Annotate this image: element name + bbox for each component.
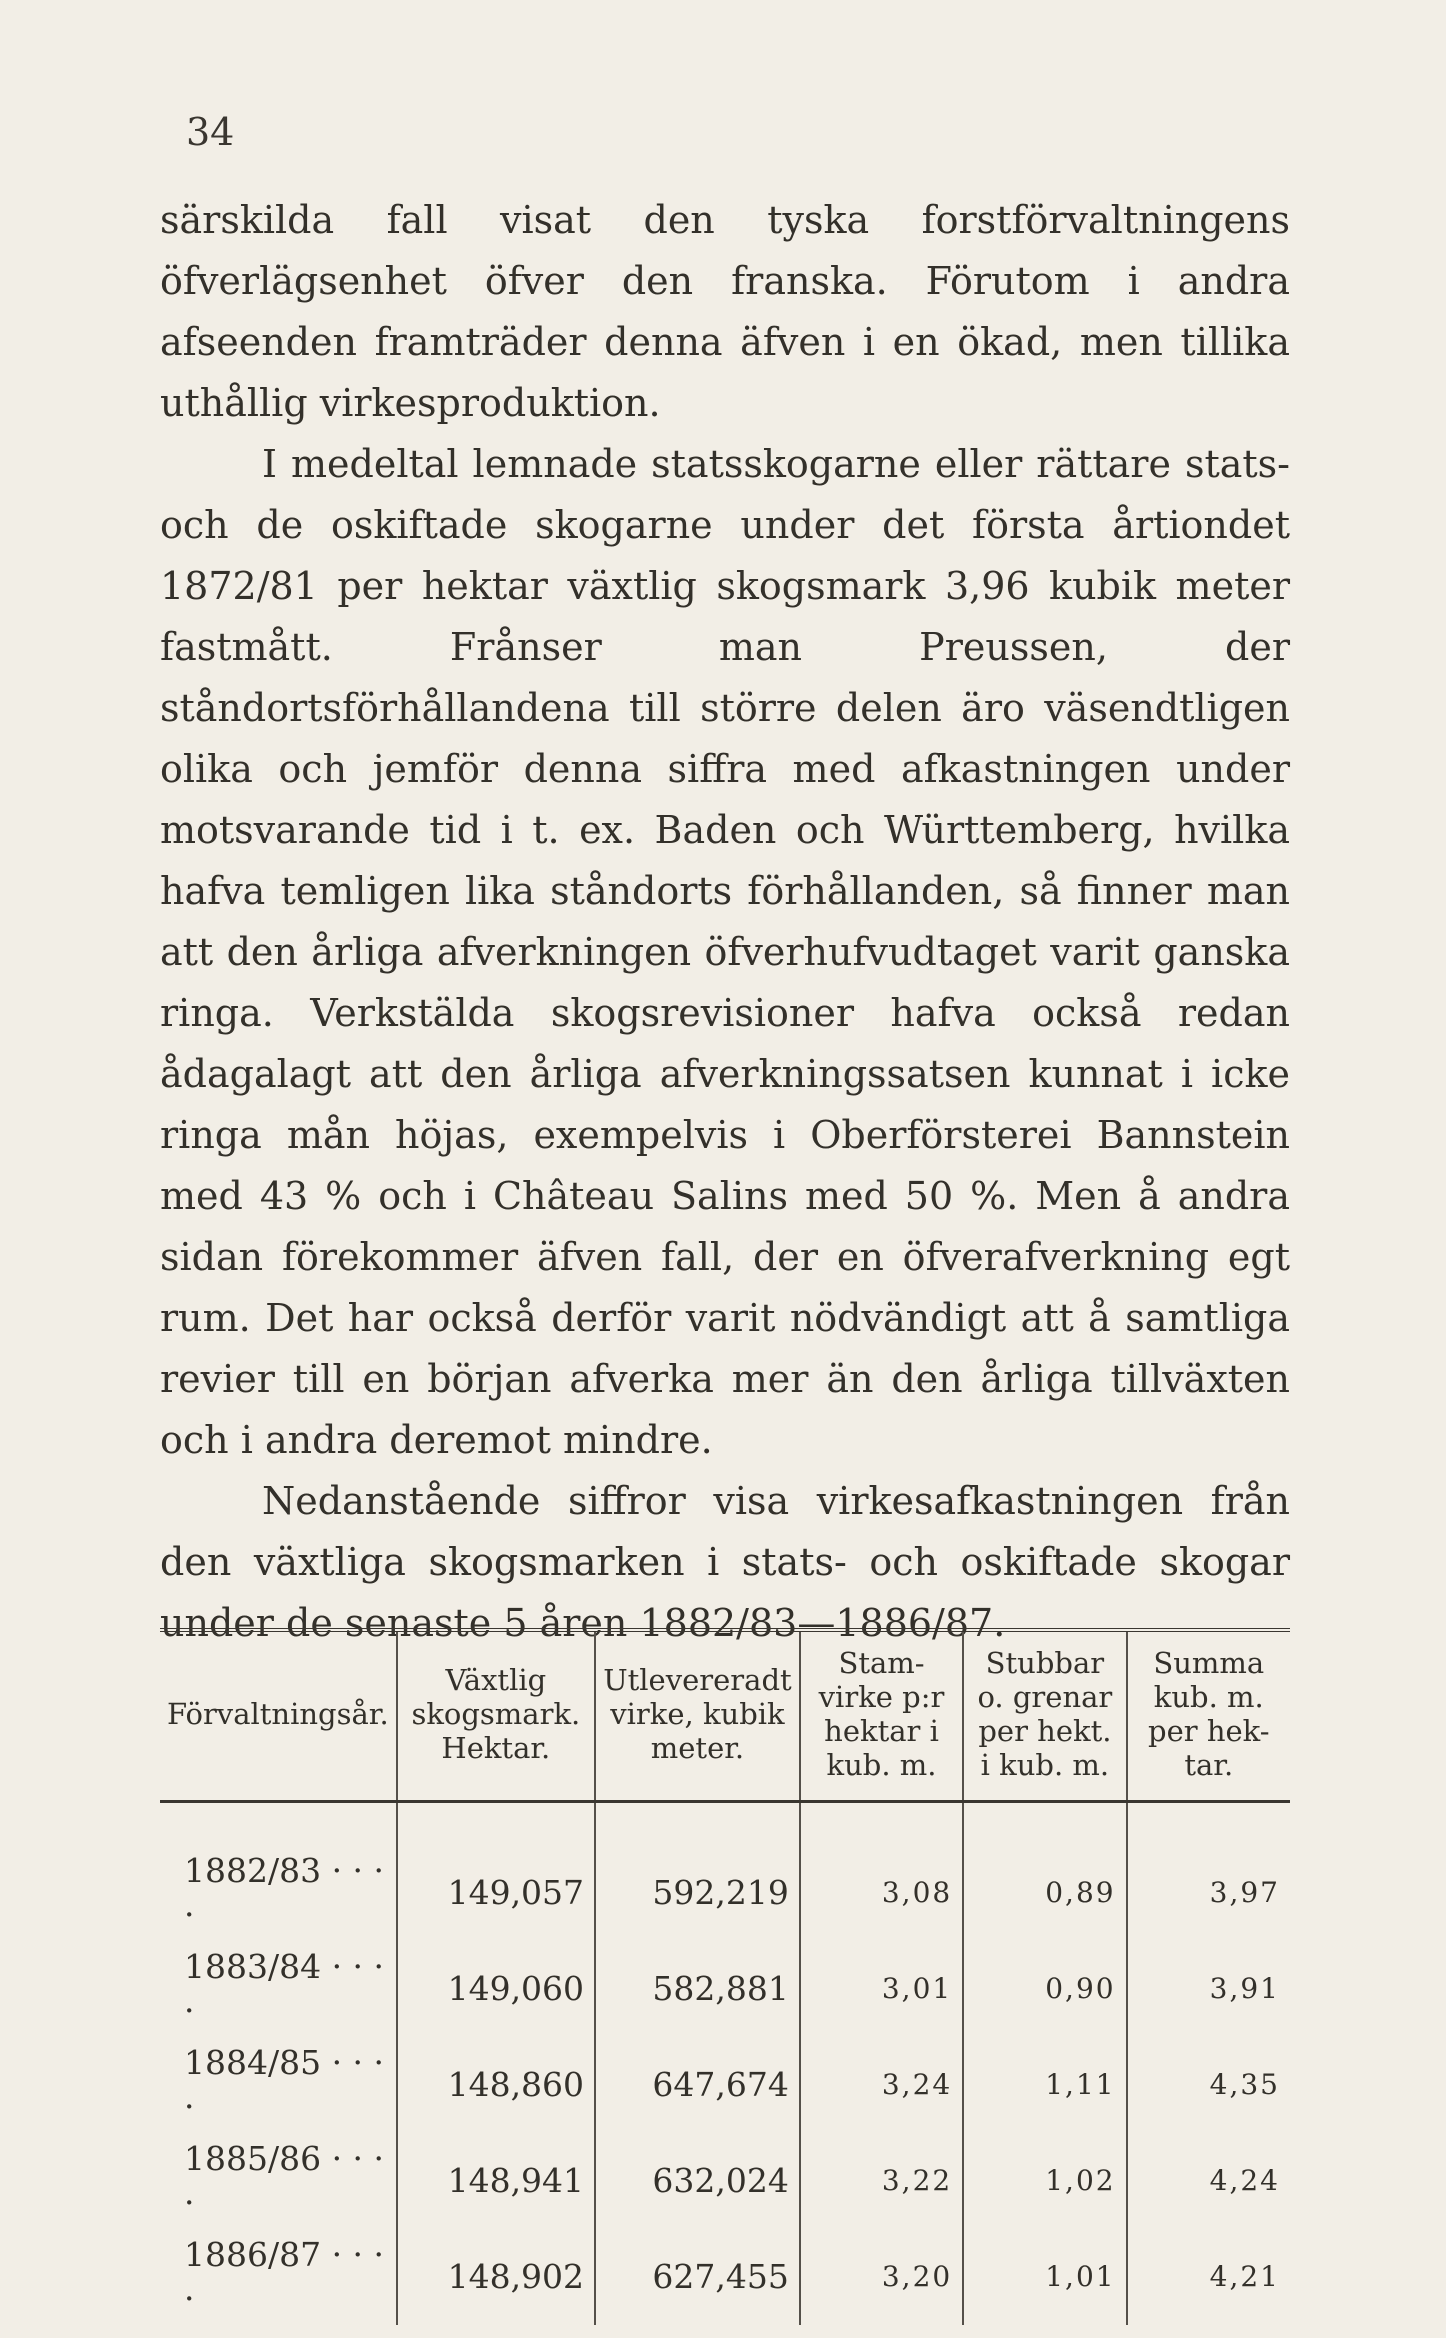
cell-year: 1883/84 · · · · — [184, 1947, 385, 2030]
cell-delivered: 627,455 — [595, 2229, 800, 2325]
page-number: 34 — [186, 110, 235, 154]
col-header-stem: Stam- virke p:r hektar i kub. m. — [800, 1630, 963, 1802]
yield-table — [160, 1628, 1290, 2325]
cell-stumps: 1,11 — [963, 2037, 1126, 2133]
cell-delivered: 632,024 — [595, 2133, 800, 2229]
cell-area: 149,057 — [397, 1802, 595, 1942]
cell-sum: 3,97 — [1127, 1802, 1290, 1942]
col-header-sum: Summa kub. m. per hek- tar. — [1127, 1630, 1290, 1802]
data-table — [160, 1628, 1290, 2325]
cell-stem: 3,24 — [800, 2037, 963, 2133]
col-header-stumps: Stubbar o. grenar per hekt. i kub. m. — [963, 1630, 1126, 1802]
cell-area: 148,902 — [397, 2229, 595, 2325]
table-row — [160, 2133, 1290, 2229]
cell-sum: 4,35 — [1127, 2037, 1290, 2133]
cell-delivered: 592,219 — [595, 1802, 800, 1942]
col-header-year: Förvaltningsår. — [160, 1630, 397, 1802]
cell-year: 1882/83 · · · · — [184, 1851, 385, 1934]
cell-stumps: 1,02 — [963, 2133, 1126, 2229]
cell-stem: 3,22 — [800, 2133, 963, 2229]
cell-stem: 3,08 — [800, 1802, 963, 1942]
cell-year: 1885/86 · · · · — [184, 2139, 385, 2222]
cell-stumps: 0,90 — [963, 1941, 1126, 2037]
cell-stumps: 1,01 — [963, 2229, 1126, 2325]
cell-sum: 3,91 — [1127, 1941, 1290, 2037]
col-header-area: Växtlig skogsmark. Hektar. — [397, 1630, 595, 1802]
paragraph: I medeltal lemnade statsskogarne eller rättare stats- och de oskiftade skogarne under det första årtiondet 1872/81 per hektar växtlig skogsmark 3,96 kubik meter fastmått. Frånser man Preussen, der ståndortsförhållandena till större delen äro väsendtligen olika och jemför denna siffra med afkastningen under motsvarande tid i t. ex. Baden och Württemberg, hvilka hafva temligen lika ståndorts förhållanden, så finner man att den årliga afverkningen öfverhufvudtaget varit ganska ringa. Verkstälda skogsrevisioner hafva också redan ådagalagt att den årliga afverkningssatsen kunnat i icke ringa mån höjas, exempelvis i Oberförsterei Bannstein med 43 % och i Château Salins med 50 %. Men å andra sidan förekommer äfven fall, der en öfverafverkning egt rum. Det har också derför varit nödvändigt att å samtliga revier till en början afverka mer än den årliga tillväxten och i andra deremot mindre. — [160, 442, 1290, 1462]
cell-delivered: 582,881 — [595, 1941, 800, 2037]
cell-area: 148,860 — [397, 2037, 595, 2133]
table-header-row — [160, 1630, 1290, 1802]
body-text — [160, 190, 1290, 1654]
paragraph: Nedanstående siffror visa virkesafkastningen från den växtliga skogsmarken i stats- och oskiftade skogar under de senaste 5 åren 1882/83—1886/87. — [160, 1479, 1290, 1645]
cell-stumps: 0,89 — [963, 1802, 1126, 1942]
cell-area: 149,060 — [397, 1941, 595, 2037]
cell-sum: 4,21 — [1127, 2229, 1290, 2325]
table-row — [160, 2037, 1290, 2133]
cell-sum: 4,24 — [1127, 2133, 1290, 2229]
table-row — [160, 1941, 1290, 2037]
cell-year: 1886/87 · · · · — [184, 2235, 385, 2318]
cell-stem: 3,20 — [800, 2229, 963, 2325]
table-row — [160, 2229, 1290, 2325]
paragraph: särskilda fall visat den tyska forstförvaltningens öfverlägsenhet öfver den franska. Förutom i andra afseenden framträder denna äfven i en ökad, men tillika uthållig virkesproduktion. — [160, 198, 1290, 425]
col-header-delivered: Utlevereradt virke, kubik meter. — [595, 1630, 800, 1802]
cell-stem: 3,01 — [800, 1941, 963, 2037]
table-row — [160, 1802, 1290, 1942]
cell-year: 1884/85 · · · · — [184, 2043, 385, 2126]
cell-delivered: 647,674 — [595, 2037, 800, 2133]
cell-area: 148,941 — [397, 2133, 595, 2229]
